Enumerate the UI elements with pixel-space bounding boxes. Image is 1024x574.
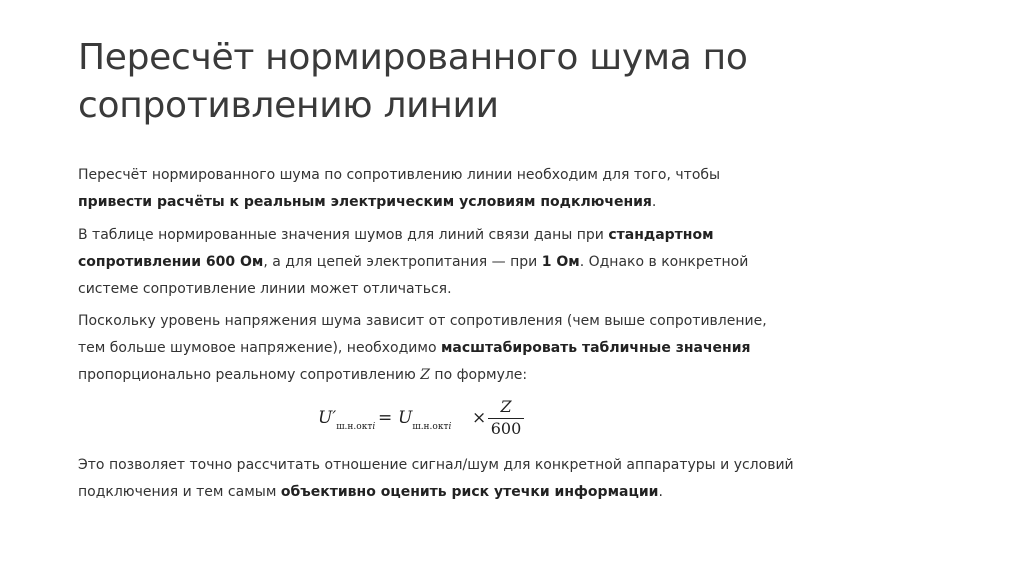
bold-text: 1 Ом	[541, 254, 580, 270]
inline-variable: Z	[420, 367, 430, 383]
paragraph-purpose	[78, 162, 798, 216]
formula-lhs	[318, 408, 376, 432]
text-segment: пропорционально реальному сопротивлению	[78, 367, 421, 383]
formula-lhs-sub-text: ш.н.окт	[336, 422, 373, 432]
formula-lhs-var: U′	[318, 408, 337, 428]
paragraph-scaling	[78, 308, 798, 389]
formula-rhs-subscript	[412, 422, 451, 432]
paragraph-conclusion	[78, 452, 798, 506]
formula-numerator: Z	[488, 398, 524, 419]
text-segment: Пересчёт нормированного шума по сопротивлению линии необходим для того, чтобы	[78, 167, 721, 183]
text-segment: , а для цепей электропитания — при	[263, 254, 542, 270]
bold-text: привести расчёты к реальным электрическим условиям подключения	[78, 194, 652, 210]
text-segment: Это позволяет точно рассчитать отношение сигнал/шум для конкретной аппаратуры и условий подключения и тем самым	[78, 457, 794, 500]
bold-text: масштабировать табличные значения	[440, 340, 751, 356]
text-segment: .	[651, 194, 657, 210]
text-segment: .	[658, 484, 663, 500]
paragraph-standard-values	[78, 222, 798, 303]
formula-rhs-sub-index: i	[448, 422, 452, 432]
text-segment: В таблице нормированные значения шумов для линий связи даны при	[78, 227, 609, 243]
formula-lhs-sub-index: i	[372, 422, 376, 432]
formula-equals: =	[378, 408, 393, 428]
text-segment: Поскольку уровень напряжения шума зависит от сопротивления (чем выше сопротивление, тем больше шумовое напряжение), необходимо	[78, 313, 767, 356]
formula-denominator: 600	[490, 419, 522, 438]
formula-lhs-subscript	[336, 422, 375, 432]
slide-title: Пересчёт нормированного шума по сопротивлению линии	[78, 37, 748, 126]
formula-fraction	[488, 398, 524, 439]
formula-rhs-sub-text: ш.н.окт	[412, 422, 449, 432]
formula-times: ×	[472, 408, 487, 428]
formula-rhs	[398, 408, 452, 432]
bold-text: стандартном сопротивлении 600 Ом	[78, 227, 714, 270]
formula-rhs-var: U	[398, 408, 413, 428]
text-segment: по формуле:	[429, 367, 528, 383]
text-segment: . Однако в конкретной системе сопротивление линии может отличаться.	[78, 254, 749, 297]
bold-text: объективно оценить риск утечки информации	[280, 484, 659, 500]
